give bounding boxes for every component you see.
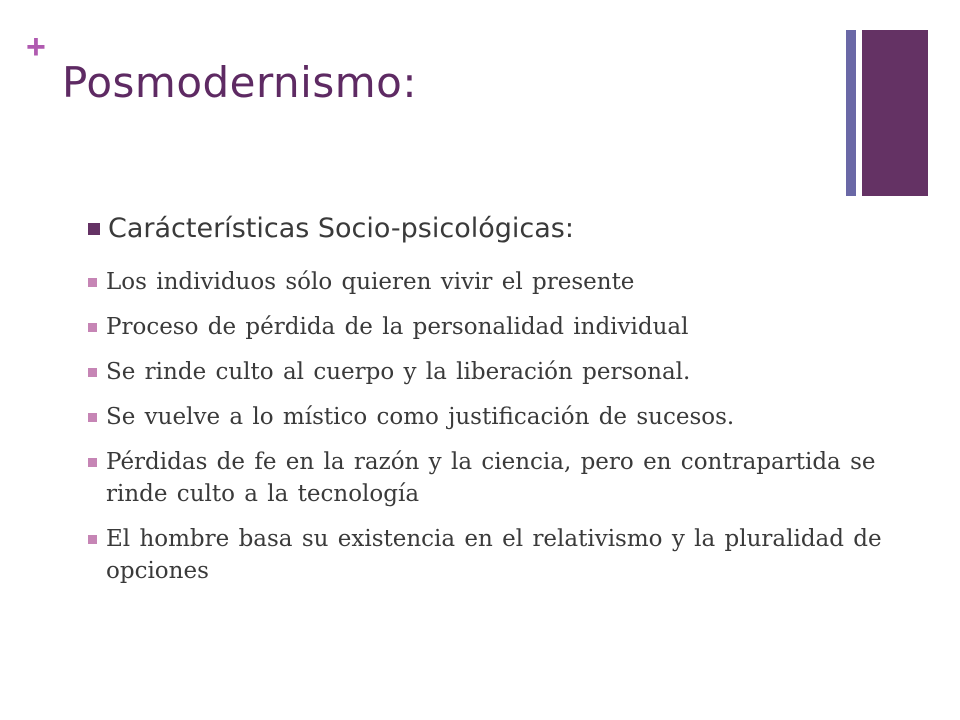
plus-icon: + bbox=[26, 28, 46, 66]
list-item bbox=[88, 266, 908, 298]
list-item bbox=[88, 356, 908, 388]
list-item bbox=[88, 523, 908, 587]
decorative-bar-thick bbox=[862, 30, 928, 196]
sub-bullet-text: El hombre basa su existencia en el relativismo y la pluralidad de opciones bbox=[106, 526, 882, 584]
bullet-square-icon bbox=[88, 223, 100, 235]
list-item bbox=[88, 401, 908, 433]
bullet-square-icon bbox=[88, 323, 97, 332]
sub-bullet-text: Se rinde culto al cuerpo y la liberación personal. bbox=[106, 359, 691, 385]
bullet-square-icon bbox=[88, 413, 97, 422]
list-item bbox=[88, 446, 908, 510]
sub-bullet-text: Se vuelve a lo místico como justificación de sucesos. bbox=[106, 404, 735, 430]
slide-title: Posmodernismo: bbox=[62, 58, 417, 107]
bullet-square-icon bbox=[88, 368, 97, 377]
sub-bullet-list bbox=[88, 266, 908, 600]
decorative-bar-thin bbox=[846, 30, 856, 196]
main-bullet-text: Carácterísticas Socio-psicológicas: bbox=[108, 213, 574, 244]
bullet-square-icon bbox=[88, 278, 97, 287]
list-item bbox=[88, 311, 908, 343]
sub-bullet-text: Pérdidas de fe en la razón y la ciencia, pero en contrapartida se rinde culto a la tecnología bbox=[106, 449, 876, 507]
bullet-square-icon bbox=[88, 458, 97, 467]
main-bullet bbox=[88, 213, 574, 245]
sub-bullet-text: Proceso de pérdida de la personalidad individual bbox=[106, 314, 689, 340]
sub-bullet-text: Los individuos sólo quieren vivir el presente bbox=[106, 269, 635, 295]
bullet-square-icon bbox=[88, 535, 97, 544]
